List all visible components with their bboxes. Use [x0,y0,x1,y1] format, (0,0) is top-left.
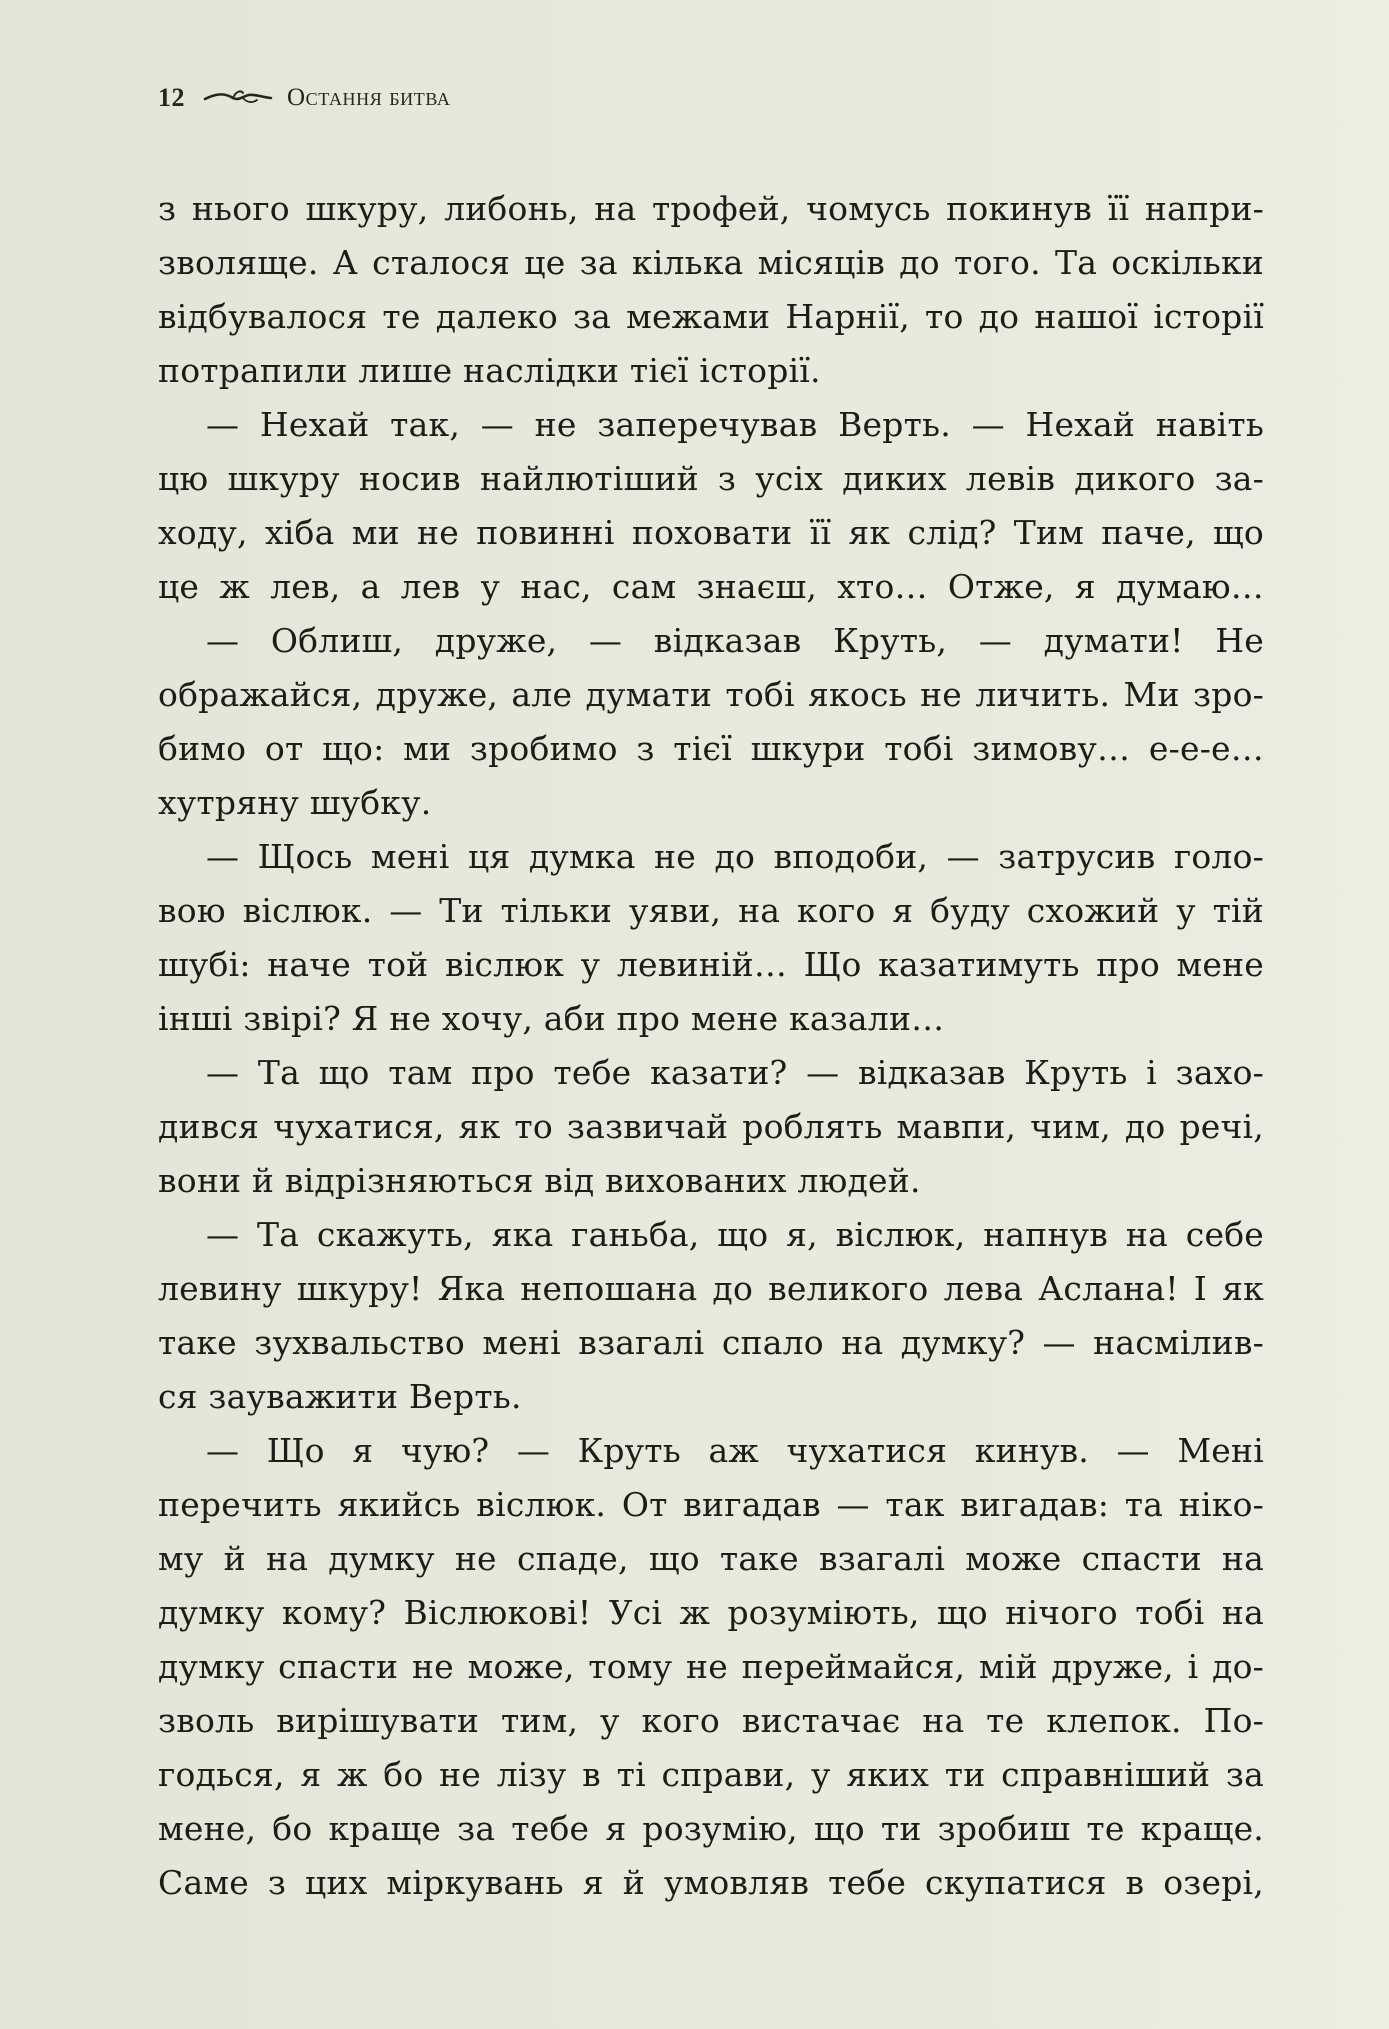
text-line: — Що я чую? — Круть аж чухатися кинув. — Мені [206,1431,1264,1470]
text-line: ся зауважити Верть. [158,1377,522,1416]
text-line: думку спасти не може, тому не переймайся, мій друже, і до- [158,1647,1264,1686]
text-line: зволь вирішувати тим, у кого вистачає на те клепок. По- [158,1701,1264,1740]
text-line: таке зухвальство мені взагалі спало на думку? — насмілив- [158,1323,1264,1362]
text-line: вою віслюк. — Ти тільки уяви, на кого я буду схожий у тій [158,891,1264,930]
text-line: цю шкуру носив найлютіший з усіх диких левів дикого за- [158,459,1264,498]
swash-ornament-icon [203,87,273,109]
text-line: — Та скажуть, яка ганьба, що я, віслюк, напнув на себе [206,1215,1264,1254]
text-line: перечить якийсь віслюк. От вигадав — так вигадав: та ніко- [158,1485,1264,1524]
text-line: ходу, хіба ми не повинні поховати її як слід? Тим паче, що [158,513,1264,552]
text-line: думку кому? Віслюкові! Усі ж розуміють, що нічого тобі на [158,1593,1264,1632]
text-line: шубі: наче той віслюк у левиній… Що казатимуть про мене [158,945,1264,984]
text-line: потрапили лише наслідки тієї історії. [158,351,821,390]
text-line: дився чухатися, як то зазвичай роблять мавпи, чим, до речі, [158,1107,1264,1146]
text-line: інші звірі? Я не хочу, аби про мене казали… [158,999,945,1038]
text-line: відбувалося те далеко за межами Нарнії, то до нашої історії [158,297,1264,336]
text-line: годься, я ж бо не лізу в ті справи, у яких ти справніший за [158,1755,1264,1794]
text-line: хутряну шубку. [158,783,432,822]
text-line: бимо от що: ми зробимо з тієї шкури тобі зимову… е-е-е… [158,729,1264,768]
running-head [158,78,450,118]
text-line: — Облиш, друже, — відказав Круть, — думати! Не [206,621,1264,660]
body-text [158,182,1264,1910]
text-line: — Нехай так, — не заперечував Верть. — Нехай навіть [206,405,1264,444]
text-line: вони й відрізняються від вихованих людей. [158,1161,921,1200]
text-line: з нього шкуру, либонь, на трофей, чомусь покинув її напри- [158,189,1264,228]
text-line: мене, бо краще за тебе я розумію, що ти зробиш те краще. [158,1809,1264,1848]
book-title: Остання битва [287,84,451,111]
text-line: це ж лев, а лев у нас, сам знаєш, хто… Отже, я думаю… [158,567,1264,606]
text-line: левину шкуру! Яка непошана до великого лева Аслана! І як [158,1269,1264,1308]
page-number: 12 [158,83,185,112]
text-line: — Та що там про тебе казати? — відказав Круть і захо- [206,1053,1264,1092]
text-line: Саме з цих міркувань я й умовляв тебе скупатися в озері, [158,1863,1264,1902]
text-line: зволяще. А сталося це за кілька місяців до того. Та оскільки [158,243,1264,282]
text-line: — Щось мені ця думка не до вподоби, — затрусив голо- [206,837,1264,876]
text-line: ображайся, друже, але думати тобі якось не личить. Ми зро- [158,675,1264,714]
text-line: му й на думку не спаде, що таке взагалі може спасти на [158,1539,1264,1578]
